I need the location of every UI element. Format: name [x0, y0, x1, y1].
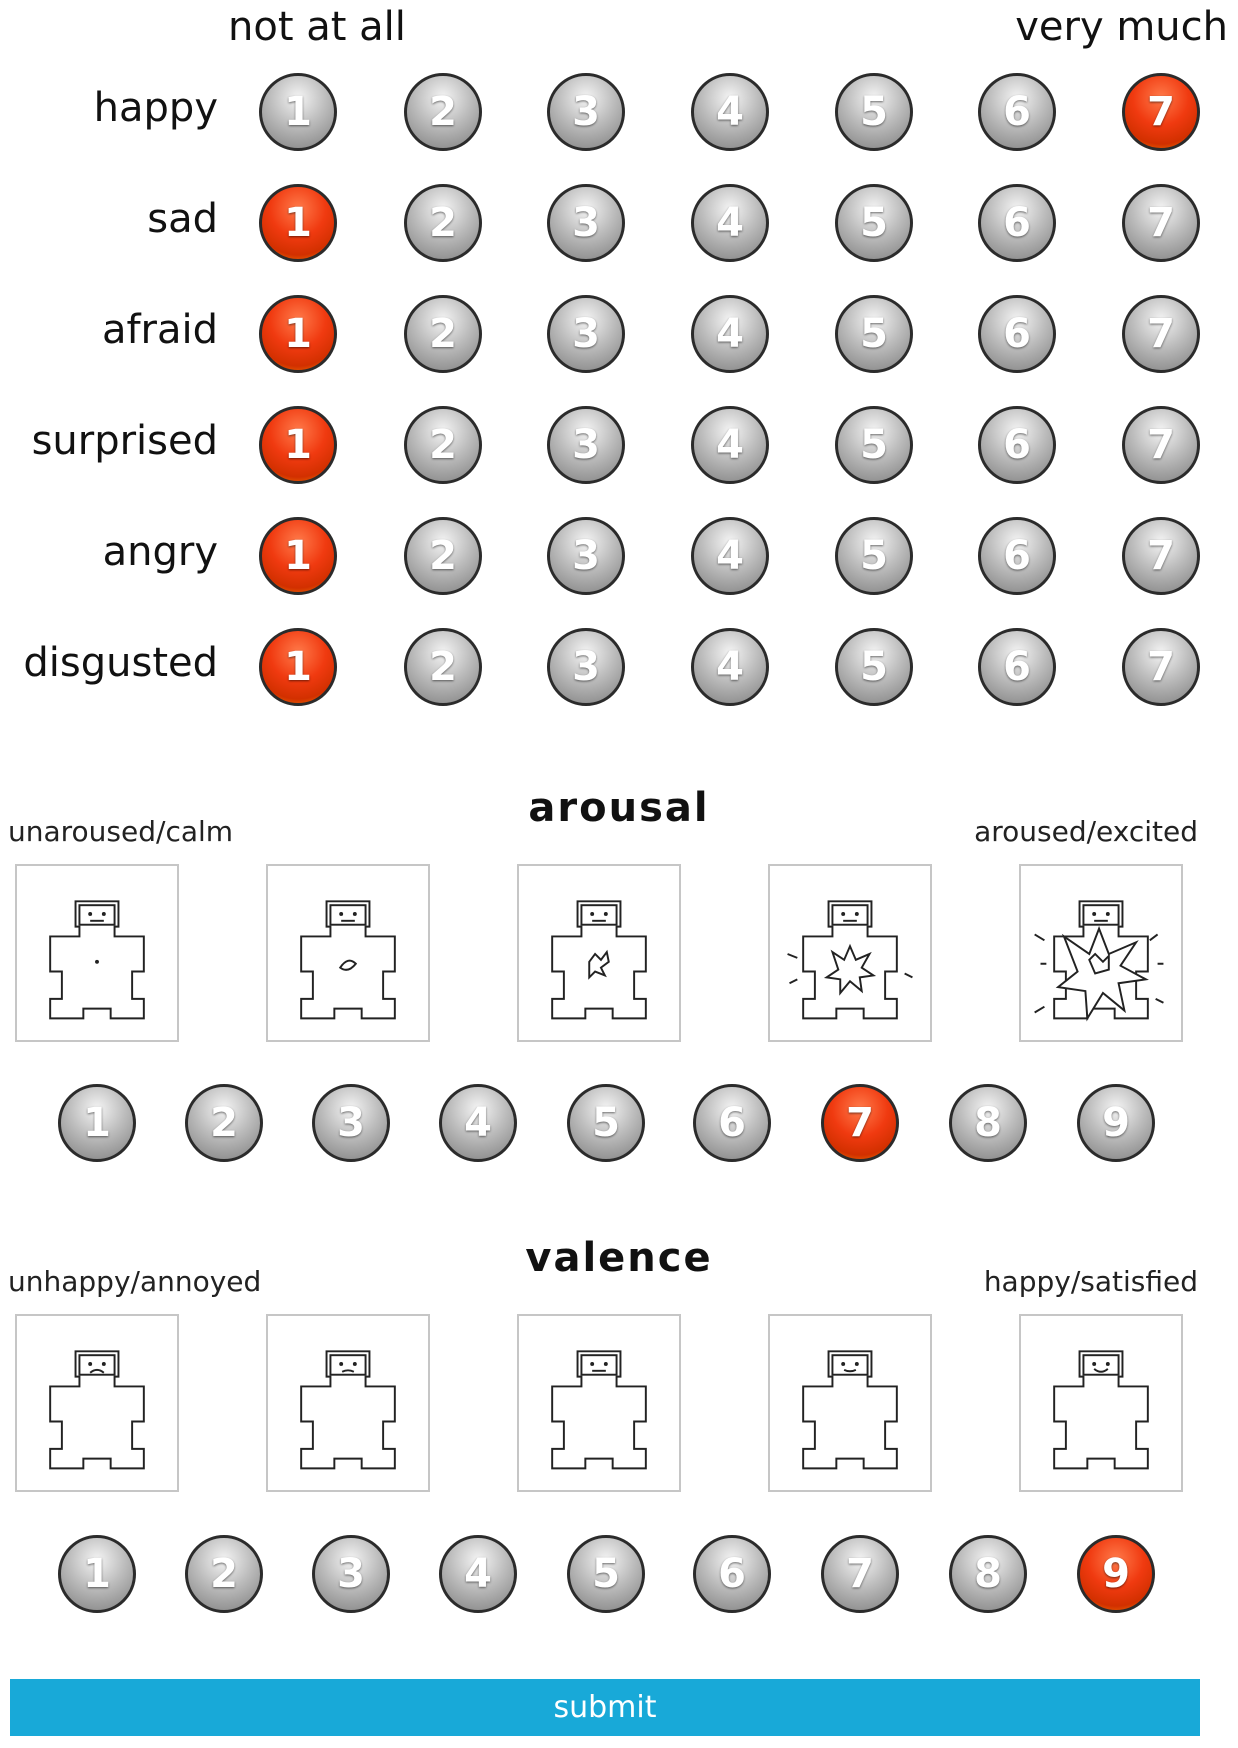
arousal-rating-button-5[interactable]: 5 [567, 1084, 645, 1162]
valence-low-label: unhappy/annoyed [8, 1265, 262, 1298]
arousal-1-figure [15, 864, 179, 1042]
rating-button-happy-3[interactable]: 3 [547, 73, 625, 151]
valence-4-figure [768, 1314, 932, 1492]
rating-button-afraid-1[interactable]: 1 [259, 295, 337, 373]
arousal-rating-button-6[interactable]: 6 [693, 1084, 771, 1162]
rating-button-disgusted-5[interactable]: 5 [835, 628, 913, 706]
emotion-label-surprised: surprised [31, 418, 218, 464]
rating-button-sad-5[interactable]: 5 [835, 184, 913, 262]
rating-button-afraid-6[interactable]: 6 [978, 295, 1056, 373]
rating-button-angry-7[interactable]: 7 [1122, 517, 1200, 595]
rating-button-disgusted-2[interactable]: 2 [404, 628, 482, 706]
rating-button-surprised-1[interactable]: 1 [259, 406, 337, 484]
valence-rating-button-6[interactable]: 6 [693, 1535, 771, 1613]
valence-title: valence [525, 1235, 713, 1281]
rating-button-angry-5[interactable]: 5 [835, 517, 913, 595]
rating-button-disgusted-7[interactable]: 7 [1122, 628, 1200, 706]
rating-button-afraid-5[interactable]: 5 [835, 295, 913, 373]
valence-5-figure [1019, 1314, 1183, 1492]
rating-button-surprised-3[interactable]: 3 [547, 406, 625, 484]
arousal-rating-button-4[interactable]: 4 [439, 1084, 517, 1162]
rating-button-surprised-5[interactable]: 5 [835, 406, 913, 484]
rating-button-disgusted-3[interactable]: 3 [547, 628, 625, 706]
scale-high-label: very much [1015, 4, 1228, 50]
valence-high-label: happy/satisfied [983, 1265, 1198, 1298]
valence-rating-button-3[interactable]: 3 [312, 1535, 390, 1613]
rating-button-angry-2[interactable]: 2 [404, 517, 482, 595]
arousal-rating-button-2[interactable]: 2 [185, 1084, 263, 1162]
valence-rating-button-8[interactable]: 8 [949, 1535, 1027, 1613]
rating-button-surprised-2[interactable]: 2 [404, 406, 482, 484]
rating-button-happy-7[interactable]: 7 [1122, 73, 1200, 151]
submit-button[interactable]: submit [10, 1679, 1200, 1736]
rating-button-angry-6[interactable]: 6 [978, 517, 1056, 595]
rating-button-afraid-3[interactable]: 3 [547, 295, 625, 373]
rating-button-happy-2[interactable]: 2 [404, 73, 482, 151]
rating-button-disgusted-6[interactable]: 6 [978, 628, 1056, 706]
rating-button-sad-2[interactable]: 2 [404, 184, 482, 262]
rating-button-afraid-2[interactable]: 2 [404, 295, 482, 373]
rating-button-sad-1[interactable]: 1 [259, 184, 337, 262]
emotion-label-happy: happy [93, 85, 218, 131]
valence-3-figure [517, 1314, 681, 1492]
valence-rating-button-7[interactable]: 7 [821, 1535, 899, 1613]
rating-button-afraid-7[interactable]: 7 [1122, 295, 1200, 373]
rating-button-sad-6[interactable]: 6 [978, 184, 1056, 262]
arousal-high-label: aroused/excited [974, 815, 1198, 848]
rating-button-sad-7[interactable]: 7 [1122, 184, 1200, 262]
rating-button-disgusted-4[interactable]: 4 [691, 628, 769, 706]
rating-button-happy-5[interactable]: 5 [835, 73, 913, 151]
scale-low-label: not at all [228, 4, 406, 50]
emotion-label-disgusted: disgusted [23, 640, 218, 686]
arousal-rating-button-8[interactable]: 8 [949, 1084, 1027, 1162]
rating-button-surprised-6[interactable]: 6 [978, 406, 1056, 484]
arousal-4-figure [768, 864, 932, 1042]
rating-button-surprised-4[interactable]: 4 [691, 406, 769, 484]
emotion-label-afraid: afraid [101, 307, 218, 353]
valence-rating-button-4[interactable]: 4 [439, 1535, 517, 1613]
rating-button-angry-1[interactable]: 1 [259, 517, 337, 595]
rating-button-happy-4[interactable]: 4 [691, 73, 769, 151]
valence-rating-button-5[interactable]: 5 [567, 1535, 645, 1613]
rating-button-afraid-4[interactable]: 4 [691, 295, 769, 373]
valence-rating-button-9[interactable]: 9 [1077, 1535, 1155, 1613]
arousal-rating-button-9[interactable]: 9 [1077, 1084, 1155, 1162]
arousal-low-label: unaroused/calm [8, 815, 234, 848]
valence-rating-button-2[interactable]: 2 [185, 1535, 263, 1613]
rating-button-sad-4[interactable]: 4 [691, 184, 769, 262]
rating-button-angry-3[interactable]: 3 [547, 517, 625, 595]
arousal-rating-button-7[interactable]: 7 [821, 1084, 899, 1162]
emotion-label-angry: angry [102, 529, 218, 575]
valence-1-figure [15, 1314, 179, 1492]
arousal-rating-button-1[interactable]: 1 [58, 1084, 136, 1162]
valence-2-figure [266, 1314, 430, 1492]
emotion-label-sad: sad [147, 196, 218, 242]
arousal-3-figure [517, 864, 681, 1042]
valence-rating-button-1[interactable]: 1 [58, 1535, 136, 1613]
rating-button-happy-1[interactable]: 1 [259, 73, 337, 151]
rating-button-surprised-7[interactable]: 7 [1122, 406, 1200, 484]
arousal-5-figure [1019, 864, 1183, 1042]
rating-button-disgusted-1[interactable]: 1 [259, 628, 337, 706]
rating-button-sad-3[interactable]: 3 [547, 184, 625, 262]
arousal-title: arousal [528, 785, 710, 831]
rating-button-happy-6[interactable]: 6 [978, 73, 1056, 151]
rating-button-angry-4[interactable]: 4 [691, 517, 769, 595]
arousal-rating-button-3[interactable]: 3 [312, 1084, 390, 1162]
arousal-2-figure [266, 864, 430, 1042]
